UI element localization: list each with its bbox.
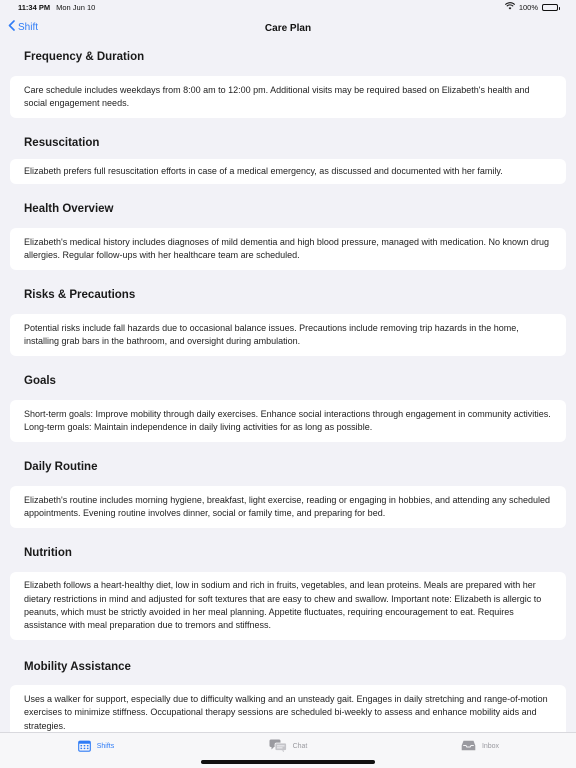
section-card-goals <box>10 400 566 442</box>
section-body-nutrition: Elizabeth follows a heart-healthy diet, low in sodium and rich in fruits, vegetables, and lean proteins. Meals are prepared with her dietary restrictions in mind and adjusted for soft textures that are easy to chew and swallow. Important note: Elizabeth is allergic to peanuts, which must be strictly avoided in her meal planning. Appetite fluctuates, requiring encouragement to eat. Requires assistance with meal preparation due to tremors and stiffness. <box>24 580 542 631</box>
section-body-mobility-assistance: Uses a walker for support, especially due to difficulty walking and an unsteady gait. Engages in daily stretching and range-of-motion exercises to minimize stiffness. Occupational therapy sessions are scheduled bi-weekly to assess and enhance mobility aids and strategies. <box>24 694 548 731</box>
section-body-health-overview: Elizabeth's medical history includes diagnoses of mild dementia and high blood pressure, managed with medication. No known drug allergies. Regular follow-ups with her healthcare team are scheduled. <box>24 236 550 260</box>
page-title: Care Plan <box>264 22 312 34</box>
tab-shifts-label: Shifts <box>96 743 115 750</box>
section-card-nutrition <box>10 572 566 640</box>
section-card-health-overview <box>10 228 566 270</box>
care-plan-scroll-view[interactable] <box>0 42 576 732</box>
section-body-frequency-duration: Care schedule includes weekdays from 8:00 am to 12:00 pm. Additional visits may be required based on Elizabeth's health and social engagement needs. <box>24 84 530 108</box>
section-title-health-overview: Health Overview <box>24 203 114 215</box>
battery-percent: 100% <box>518 2 538 12</box>
status-right <box>505 2 558 12</box>
inbox-tray-icon <box>461 740 476 753</box>
back-button-label: Shift <box>18 21 39 33</box>
tab-inbox-label: Inbox <box>481 743 500 750</box>
section-card-risks-precautions <box>10 314 566 356</box>
battery-icon <box>542 4 558 11</box>
wifi-icon <box>505 2 515 12</box>
tab-shifts[interactable] <box>0 733 192 768</box>
calendar-icon <box>78 740 91 754</box>
section-title-goals: Goals <box>24 375 56 387</box>
back-button[interactable] <box>8 20 38 34</box>
tab-inbox[interactable] <box>384 733 576 768</box>
section-title-resuscitation: Resuscitation <box>24 137 100 149</box>
status-time: 11:34 PM <box>18 2 51 12</box>
section-body-resuscitation: Elizabeth prefers full resuscitation efforts in case of a medical emergency, as discussed and documented with her family. <box>24 165 503 176</box>
status-bar <box>0 0 576 14</box>
section-card-mobility-assistance <box>10 685 566 732</box>
navigation-bar <box>0 14 576 42</box>
tab-chat-label: Chat <box>292 743 308 750</box>
section-title-frequency-duration: Frequency & Duration <box>24 51 145 63</box>
section-card-resuscitation <box>10 159 566 184</box>
section-body-daily-routine: Elizabeth's routine includes morning hygiene, breakfast, light exercise, reading or engaging in hobbies, and attending any scheduled appointments. Evening routine involves dinner, social or family time, and preparing for bed. <box>24 494 551 518</box>
home-indicator[interactable] <box>201 760 375 764</box>
section-title-nutrition: Nutrition <box>24 547 72 559</box>
section-title-daily-routine: Daily Routine <box>24 461 98 473</box>
status-date: Mon Jun 10 <box>56 2 96 12</box>
chevron-left-icon <box>8 20 18 34</box>
section-body-risks-precautions: Potential risks include fall hazards due to occasional balance issues. Precautions include removing trip hazards in the home, installing grab bars in the bathroom, and oversight during ambulation. <box>24 322 519 346</box>
section-title-risks-precautions: Risks & Precautions <box>24 289 136 301</box>
section-body-goals: Short-term goals: Improve mobility through daily exercises. Enhance social interactions through engagement in community activities. Long-term goals: Maintain independence in daily living activities for as long as possible. <box>24 408 551 432</box>
chat-bubbles-icon <box>269 739 287 754</box>
section-card-daily-routine <box>10 486 566 528</box>
section-card-frequency-duration <box>10 76 566 118</box>
section-title-mobility-assistance: Mobility Assistance <box>24 661 131 673</box>
